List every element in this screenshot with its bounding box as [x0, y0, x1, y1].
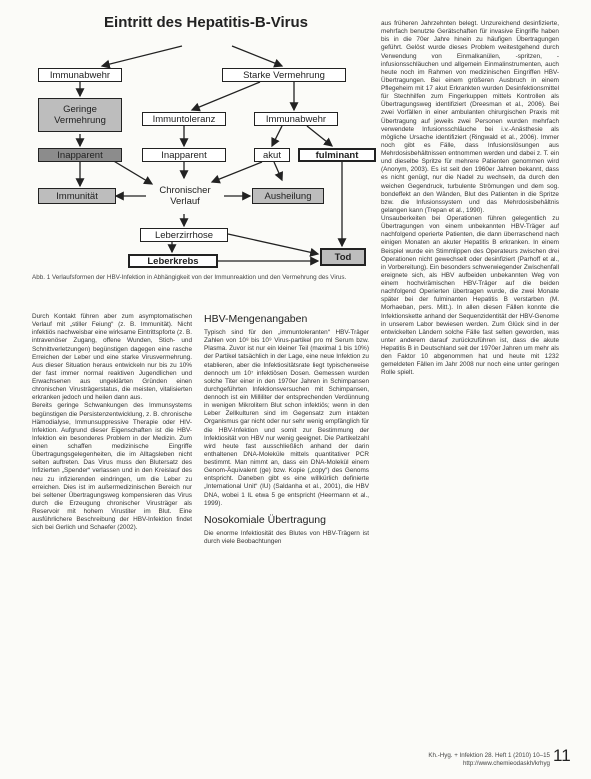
node-akut: akut	[254, 148, 290, 162]
journal-footer	[420, 752, 550, 767]
arrow-title-to-immunabwehr	[102, 46, 182, 66]
arrow-title-to-starke	[232, 46, 282, 66]
col2-paragraph-1: Typisch sind für den „immuntoleranten“ HBV-Träger Zahlen von 10⁸ bis 10⁹ Virus-partikel pro ml Serum bzw. Plasma. Zuvor ist nur ein kleiner Teil (maximal 1 bis 10%) der Partikel tatsächlich in der Lage, eine neue Infektion zu etablieren, aber die Infektiositätsrate liegt typischerweise dennoch um 10⁷ infektiösen Dosen. Gemessen wurden solche Titer einer in den 1970er Jahren in Schimpansen durchgeführten Infektionsversuchen mit Schimpansen, dennoch ist ein Milliliter der entsprechenden Verdünnung in wenigen Mikrolitern Blut schon infektiös; wenn in den Leber Zellkulturen sind im Gegensatz zum intakten Organismus gar nicht oder nur sehr wenig empfänglich für die HBV-Infektion und somit zur Bestimmung der Infektiosität von HBV nur wenig geeignet. Die Partikelzahl wird heute fast ausschließlich anhand der darin enthaltenen DNA-Moleküle mittels quantitativer PCR bestimmt. Man nimmt an, dass ein DNA-Molekül einem Genom-Äquivalent (ge) bzw. Kopie („copy“) des Genoms entspricht. Daneben gibt es eine willkürlich definierte „International Unit“ (IU) (Saldanha et al., 2001), die HBV DNA, wobei 1 IL etwa 5 ge entspricht (Heermann et al., 1999).	[204, 329, 369, 507]
node-immunabwehr-right: Immunabwehr	[254, 112, 338, 126]
node-chronischer-verlauf: Chronischer Verlauf	[159, 185, 211, 207]
col3-paragraph-1: aus früheren Jahrzehnten belegt. Unzureichend desinfizierte, mehrfach benutzte Gerätschaften für invasive Eingriffe haben bis in die 70er Jahre hinein zu häufigen Übertragungen geführt. Gelöst wurde dieses Problem weitestgehend durch Verwendung von Einmalkanülen, -spritzen, -infusionsschläuchen und allgemein Einmalinstrumenten, auch heute noch im Rahmen von medizinischen Eingriffen HBV-Übertragungen. Bei einem größeren Ausbruch in einem Pflegeheim mit 17 akut Erkrankten wurden Desinfektionsmittel für Stechhilfen zum Fingerkuppen mittels Kontrollen als Übertragungsweg identifiziert (Dreesman et al., 2006). Bei zwei Vorfällen in einer ambulanten chirurgischen Praxis mit Übertragung auf jeweils zwei Personen wurden mehrfach verwendete Infusionsschläuche bei i.v.-Anästhesie als mögliche Ursache identifiziert (Ringwald et al., 2006). Immer noch gibt es Fälle, dass Infusionslösungen aus Mehrdosisbehältnissen entnommen werden und dabei z. T. ein und dieselbe Spritze für mehrere Patienten genommen wird (Anonym, 2003). Es ist seit den 1960er Jahren bekannt, dass es nicht genügt, nur die Nadel zu wechseln, da durch den weichen Gegendruck, turbulente Strömungen und dem sog. bondeffekt an den Wänden, Blut des Patienten in die Spritze bzw. die Infusionssystem und das Mehrdosisbehältnis gelangen kann (Trepan et al., 1990).	[381, 20, 559, 214]
arrow-starke-to-immuntoleranz	[192, 82, 260, 110]
node-geringe-vermehrung: Geringe Vermehrung	[38, 98, 122, 132]
node-ausheilung: Ausheilung	[252, 188, 324, 204]
diagram-title: Eintritt des Hepatitis-B-Virus	[104, 14, 308, 31]
arrow-immunabwehr-to-akut	[272, 126, 282, 146]
col1-paragraph-2: Bereits geringe Schwankungen des Immunsystems begünstigen die Persistenzentwicklung, z. B. chronische Hämodialyse, Immunsuppressive Therapie oder HIV-Infektion. Aufgrund dieser Eigenschaften ist die HBV-Infektion ein besonderes Problem in der Medizin. Zum einen schaffen medizinische Eingriffe Übertragungsgelegenheiten, die im Alltagsleben nicht selten auftreten. Das Virus muss den Blutersatz des Infizierten „Spender“ verlassen und in den Kreislauf des neu zu infizierenden eindringen, um die Leber zu erreichen. Dies ist im außermedizinischen Bereich nur bei seltener Übertragungsweg kompensieren das Virus durch die Erzeugung chronischer Virusträger als Reservoir mit hohem Virustiter im Blut. Eine ausführlichere Beschreibung der HBV-Infektion findet sich bei Gerlich und Schaefer (2002).	[32, 402, 192, 532]
hepatitis-b-flow-diagram	[32, 14, 380, 268]
col3-paragraph-2: Unsauberkeiten bei Operationen führen gelegentlich zu Übertragungen von einem unbekannten HBV-Träger auf nachfolgend operierte Patienten, die dann überraschend nach einigen Monaten an akuter Hepatitis B erkranken. In einem Beispiel wurde ein Stimmlippen des Operateurs zwischen drei Operationen nicht gewechselt oder desinfiziert (Parhoff et al., in Vorbereitung). Ein besonders schwerwiegender Zwischenfall ereignete sich, als HBV aufbeiden unbekannten Weg von einem hochvirämischen HBV-Träger auf die beiden nachfolgend Operierten übertragen wurde, die zwei Monate später bei der fulminanten Hepatitis B verstarben (M. Morhaeban, pers. Mitt.). In allen diesen Fällen konnte die Infektionskette anhand der Sequenzidentität der HBV-Genome in unserem Labor bewiesen werden. Zum Glück sind in der entwickelten Ländern solche Fälle fast selten geworden, was unter anderem darauf zurückzuführen ist, dass die akute Hepatitis B in Deutschland seit der 1970er Jahren um mehr als den Faktor 10 abgenommen hat und heute mit 1232 gemeldeten Fällen im Jahr 2008 nur noch eine unter geringen Rolle spielt.	[381, 215, 559, 377]
text-column-3	[381, 20, 559, 378]
journal-url: http://www.chemieodaskh/krhyg	[462, 759, 550, 767]
page-number: 11	[553, 746, 571, 765]
section-heading-nosokomiale-uebertragung: Nosokomiale Übertragung	[204, 513, 326, 526]
section-heading-hbv-mengenangaben: HBV-Mengenangaben	[204, 313, 308, 325]
node-tod: Tod	[320, 248, 366, 266]
figure-caption: Abb. 1 Verlaufsformen der HBV-Infektion in Abhängigkeit von der Immunreaktion und den Vermehrung des Virus.	[32, 274, 347, 281]
arrow-immunabwehr-to-fulminant	[307, 126, 332, 146]
col1-paragraph-1: Durch Kontakt führen aber zum asymptomatischen Verlauf mit „stiller Feiung“ (z. B. Immunität). Nicht infektiös nachweisbar eine wirksame Eintrittspforte (z. B. intravenöser Zugang, offene Wunden, Stich- und Schnittverletzungen) begünstigen dagegen eine rasche Erreichen der Leber und eine starke Virusvermehrung. Aus dieser Situation heraus entwickeln nur bis zu 10% der fast immer normal reaktiven Jugendlichen und Erwachsenen aus ungeklärten Gründen einen chronischen Virusträgerstatus, die meisten, vitalisierten erkranken jedoch und heilen dann aus.	[32, 313, 192, 402]
journal-citation: Kh.-Hyg. + Infektion 28. Heft 1 (2010) 10–15	[428, 752, 550, 759]
node-leberkrebs: Leberkrebs	[128, 254, 218, 268]
node-fulminant: fulminant	[298, 148, 376, 162]
node-immunitaet: Immunität	[38, 188, 116, 204]
node-inapparent-mid: Inapparent	[142, 148, 226, 162]
arrow-akut-to-chronisch	[212, 162, 262, 182]
arrow-zirrhose-to-tod	[228, 234, 318, 254]
node-immuntoleranz: Immuntoleranz	[142, 112, 226, 126]
col2-paragraph-2: Die enorme Infektiosität des Blutes von HBV-Trägern ist durch viele Beobachtungen	[204, 529, 369, 545]
node-leberzirrhose: Leberzirrhose	[140, 228, 228, 242]
node-inapparent-left: Inapparent	[38, 148, 122, 162]
node-immunabwehr-left: Immunabwehr	[38, 68, 122, 82]
arrow-akut-to-ausheilung	[274, 162, 282, 180]
node-starke-vermehrung: Starke Vermehrung	[222, 68, 346, 82]
text-column-1	[32, 313, 192, 532]
text-column-2	[204, 313, 369, 546]
